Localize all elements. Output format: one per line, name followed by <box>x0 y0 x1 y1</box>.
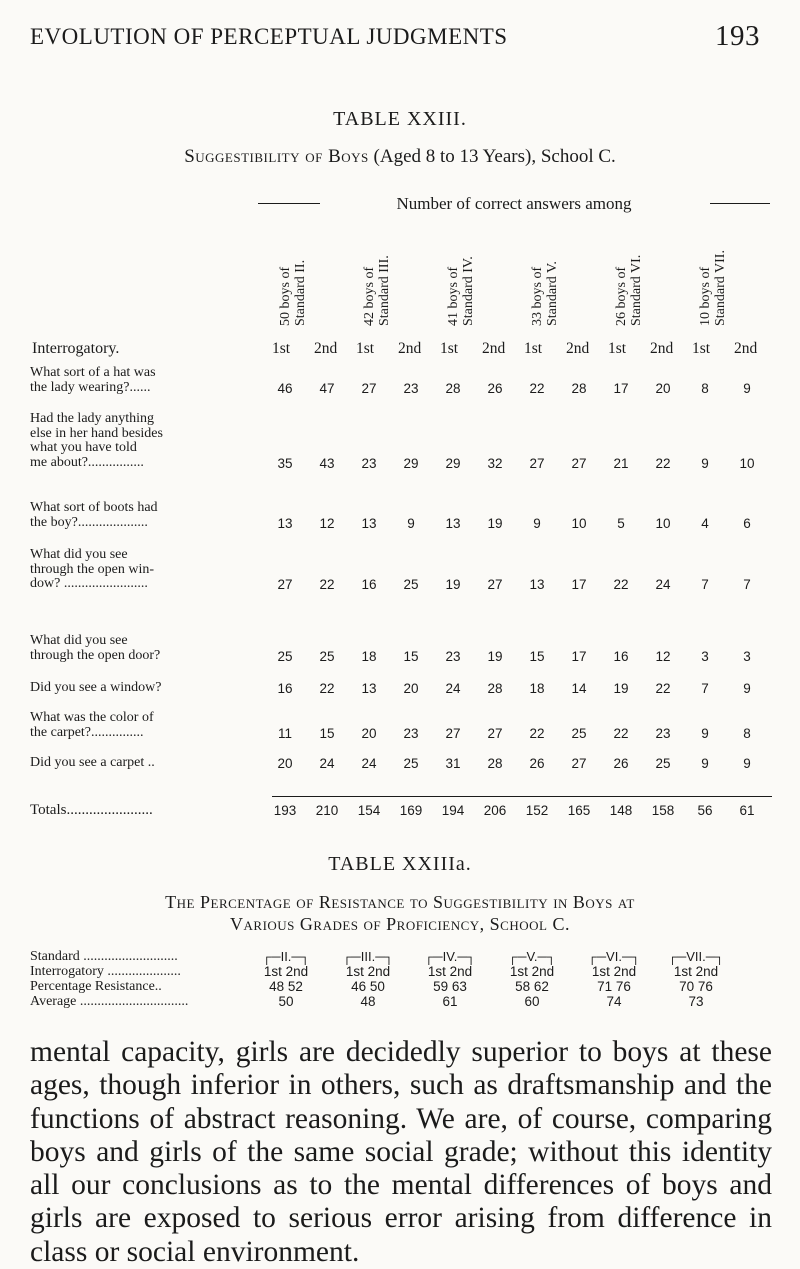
table-cell: 26 <box>529 756 545 771</box>
table-cell: 27 <box>277 577 293 592</box>
group-header-1 <box>278 222 338 330</box>
table-cell: 22 <box>319 577 335 592</box>
table-cell: 10 <box>571 515 587 531</box>
interrogatory-row-label <box>30 366 268 395</box>
table-cell: 27 <box>529 455 545 471</box>
totals-cell: 193 <box>273 803 297 818</box>
table-cell: 12 <box>319 515 335 531</box>
table-xxiiia-caption: TABLE XXIIIa. <box>328 853 472 875</box>
table-cell: 17 <box>571 648 587 664</box>
totals-cell: 154 <box>357 803 381 818</box>
interrogatory-row-label <box>30 412 268 470</box>
table-cell: 5 <box>617 515 625 531</box>
table-cell: 29 <box>445 455 461 471</box>
row-label-line: me about?................ <box>30 454 144 470</box>
table-cell: 11 <box>277 725 292 741</box>
subhead-second: 2nd <box>482 340 506 357</box>
table-cell: 47 <box>319 380 335 396</box>
table-cell: 25 <box>277 648 293 664</box>
table-cell: 10 <box>655 515 671 531</box>
totals-cell: 158 <box>651 803 675 818</box>
table-cell: 23 <box>403 380 419 396</box>
table-cell: 15 <box>529 648 545 664</box>
table-cell: 25 <box>571 725 587 741</box>
table-cell: 24 <box>655 577 671 592</box>
table-cell: 32 <box>487 455 503 471</box>
totals-rule <box>272 796 772 797</box>
average-cell: 73 <box>688 994 704 1009</box>
totals-cell: 148 <box>609 803 633 818</box>
totals-cell: 152 <box>525 803 549 818</box>
row-label-line: what you have told <box>30 440 137 455</box>
table-cell: 3 <box>743 648 751 664</box>
table-cell: 9 <box>407 515 415 531</box>
percentage-pair: 70 76 <box>679 979 713 994</box>
table-cell: 18 <box>361 648 377 664</box>
table-cell: 28 <box>487 681 503 696</box>
page-number: 193 <box>715 20 760 52</box>
table-cell: 9 <box>743 681 751 696</box>
totals-cell: 165 <box>567 803 591 818</box>
totals-cell: 210 <box>315 803 339 818</box>
interrogatory-row-label <box>30 501 268 530</box>
interrogatory-row-label <box>30 711 268 740</box>
percentage-pair: 58 62 <box>515 979 549 994</box>
table-cell: 28 <box>571 380 587 396</box>
table-cell: 43 <box>319 455 335 471</box>
subhead-second: 2nd <box>650 340 674 357</box>
table-cell: 7 <box>701 681 709 696</box>
table-xxiiia-title-1: The Percentage of Resistance to Suggestibility in Boys at <box>165 892 635 912</box>
table-cell: 24 <box>319 756 335 771</box>
table-cell: 20 <box>655 380 671 396</box>
row-label-line: Did you see a carpet .. <box>30 755 155 770</box>
table-cell: 13 <box>445 515 461 531</box>
table-xxiii-subtitle <box>0 146 800 168</box>
totals-cell: 56 <box>697 803 713 818</box>
row-label-line: What sort of a hat was <box>30 365 156 380</box>
interrogatory-pair: 1st 2nd <box>427 964 473 979</box>
subhead-second: 2nd <box>734 340 758 357</box>
table-cell: 25 <box>403 577 419 592</box>
subhead-first: 1st <box>524 340 543 357</box>
row-label-line: What did you see <box>30 547 128 562</box>
table-cell: 13 <box>361 681 377 696</box>
table-cell: 20 <box>277 756 293 771</box>
totals-cell: 169 <box>399 803 423 818</box>
group-header-text: 26 boys of Standard VI. <box>614 254 644 326</box>
spanner-brace-right <box>710 203 770 204</box>
table-cell: 20 <box>361 725 377 741</box>
table-xxiii-caption: TABLE XXIII. <box>333 108 467 130</box>
table-cell: 15 <box>319 725 335 741</box>
table-cell: 14 <box>571 681 587 696</box>
table-cell: 17 <box>571 577 587 592</box>
table-cell: 26 <box>487 380 503 396</box>
interrogatory-row-label <box>30 681 268 696</box>
table-cell: 27 <box>571 455 587 471</box>
table-cell: 9 <box>701 756 709 771</box>
table-cell: 9 <box>533 515 541 531</box>
group-header-text: 41 boys of Standard IV. <box>446 256 476 326</box>
subhead-first: 1st <box>608 340 627 357</box>
table-cell: 16 <box>361 577 377 592</box>
row-label-line: the lady wearing?...... <box>30 379 151 395</box>
table-cell: 22 <box>529 380 545 396</box>
interrogatory-pair: 1st 2nd <box>591 964 637 979</box>
group-header-2 <box>362 222 422 330</box>
standard-header: ┌─V.─┐ <box>508 949 556 964</box>
running-head-title: EVOLUTION OF PERCEPTUAL JUDGMENTS <box>30 24 508 49</box>
interrogatory-pair: 1st 2nd <box>263 964 309 979</box>
standard-header: ┌─II.─┐ <box>262 949 310 964</box>
table-cell: 25 <box>319 648 335 664</box>
spanner-label: Number of correct answers among <box>396 194 632 213</box>
table-cell: 27 <box>445 725 461 741</box>
table-cell: 13 <box>529 577 545 592</box>
table-cell: 22 <box>613 577 629 592</box>
totals-label: Totals....................... <box>30 802 153 818</box>
table-cell: 23 <box>445 648 461 664</box>
table-cell: 46 <box>277 380 293 396</box>
table-cell: 13 <box>361 515 377 531</box>
table-cell: 24 <box>361 756 377 771</box>
percentage-pair: 46 50 <box>351 979 385 994</box>
table-cell: 17 <box>613 380 629 396</box>
table-cell: 23 <box>655 725 671 741</box>
table-cell: 8 <box>701 380 709 396</box>
table-cell: 28 <box>487 756 503 771</box>
table-cell: 9 <box>701 455 709 471</box>
table-cell: 9 <box>743 756 751 771</box>
subhead-first: 1st <box>692 340 711 357</box>
interrogatory-row-label <box>30 548 268 592</box>
subhead-first: 1st <box>272 340 291 357</box>
table-cell: 25 <box>403 756 419 771</box>
table-cell: 26 <box>613 756 629 771</box>
row-label-line: What was the color of <box>30 710 154 725</box>
group-header-3 <box>446 222 506 330</box>
group-header-text: 42 boys of Standard III. <box>362 255 392 326</box>
standard-header: ┌─VI.─┐ <box>587 949 641 964</box>
table-cell: 29 <box>403 455 419 471</box>
table-cell: 27 <box>487 725 503 741</box>
row-label-line: What did you see <box>30 633 128 648</box>
table-cell: 19 <box>613 681 629 696</box>
row-label-line: the carpet?............... <box>30 724 144 740</box>
row-label-line: through the open win- <box>30 561 155 577</box>
average-cell: 61 <box>442 994 458 1009</box>
totals-cell: 194 <box>441 803 465 818</box>
table-xxiiia-title-2: Various Grades of Proficiency, School C. <box>230 914 570 934</box>
table-cell: 9 <box>701 725 709 741</box>
table-cell: 9 <box>743 380 751 396</box>
subhead-second: 2nd <box>566 340 590 357</box>
standard-header: ┌─IV.─┐ <box>424 949 476 964</box>
table-cell: 21 <box>613 455 629 471</box>
group-header-6 <box>698 222 758 330</box>
totals-cell: 206 <box>483 803 507 818</box>
row-label-line: else in her hand besides <box>30 425 163 441</box>
average-cell: 50 <box>278 994 294 1009</box>
row-label-line: the boy?.................... <box>30 514 148 530</box>
table-cell: 16 <box>277 681 293 696</box>
standard-label: Standard ........................... <box>30 949 178 964</box>
table-xxiii-subtitle-rest: (Aged 8 to 13 Years), School C. <box>368 146 616 167</box>
table-cell: 6 <box>743 515 751 531</box>
table-cell: 20 <box>403 681 419 696</box>
interrogatory-pair: 1st 2nd <box>673 964 719 979</box>
body-paragraph <box>30 1036 772 1269</box>
table-cell: 12 <box>655 648 671 664</box>
table-cell: 7 <box>701 577 709 592</box>
table-cell: 27 <box>487 577 503 592</box>
average-cell: 74 <box>606 994 622 1009</box>
interrogatory-label: Interrogatory ..................... <box>30 964 181 979</box>
subhead-first: 1st <box>356 340 375 357</box>
table-cell: 19 <box>445 577 461 592</box>
table-cell: 25 <box>655 756 671 771</box>
average-label: Average ............................... <box>30 994 189 1009</box>
row-label-line: Had the lady anything <box>30 411 155 426</box>
table-cell: 13 <box>277 515 293 531</box>
table-xxiii-subtitle-lead: Suggestibility of Boys <box>184 146 369 167</box>
interrogatory-row-label <box>30 634 268 663</box>
table-cell: 22 <box>655 681 671 696</box>
table-cell: 24 <box>445 681 461 696</box>
totals-cell: 61 <box>739 803 755 818</box>
table-cell: 23 <box>403 725 419 741</box>
row-label-line: through the open door? <box>30 647 161 663</box>
table-cell: 22 <box>319 681 335 696</box>
table-cell: 22 <box>529 725 545 741</box>
row-label-line: dow? ........................ <box>30 576 148 591</box>
interrogatory-pair: 1st 2nd <box>345 964 391 979</box>
table-cell: 19 <box>487 648 503 664</box>
table-cell: 23 <box>361 455 377 471</box>
column-spanner <box>258 194 770 214</box>
table-cell: 19 <box>487 515 503 531</box>
row-label-line: Did you see a window? <box>30 680 162 695</box>
subhead-second: 2nd <box>398 340 422 357</box>
table-cell: 8 <box>743 725 751 741</box>
subhead-second: 2nd <box>314 340 338 357</box>
table-cell: 16 <box>613 648 629 664</box>
standard-header: ┌─VII.─┐ <box>667 949 725 964</box>
table-cell: 28 <box>445 380 461 396</box>
group-header-text: 33 boys of Standard V. <box>530 261 560 326</box>
spanner-brace-left <box>258 203 320 204</box>
average-cell: 48 <box>360 994 376 1009</box>
group-header-5 <box>614 222 674 330</box>
table-cell: 35 <box>277 455 293 471</box>
subhead-first: 1st <box>440 340 459 357</box>
interrogatory-header: Interrogatory. <box>32 340 120 357</box>
table-cell: 22 <box>613 725 629 741</box>
group-header-text: 50 boys of Standard II. <box>278 259 308 326</box>
table-cell: 4 <box>701 515 709 531</box>
row-label-line: What sort of boots had <box>30 500 158 515</box>
table-cell: 31 <box>445 756 461 771</box>
table-cell: 10 <box>739 455 755 471</box>
percentage-pair: 59 63 <box>433 979 467 994</box>
standard-header: ┌─III.─┐ <box>342 949 394 964</box>
body-text: mental capacity, girls are decidedly superior to boys at these ages, though inferior in others, such as draftsmanship and the functions of abstract reasoning. We are, of course, comparing boys and girls of the same social grade; without this identity all our conclusions as to the mental differences of boys and girls are exposed to serious error arising from difference in class or social environment. <box>30 1036 772 1268</box>
average-cell: 60 <box>524 994 540 1009</box>
table-cell: 27 <box>361 380 377 396</box>
interrogatory-row-label <box>30 756 268 771</box>
group-header-4 <box>530 222 590 330</box>
table-cell: 15 <box>403 648 419 664</box>
group-header-text: 10 boys of Standard VII. <box>698 250 728 326</box>
interrogatory-pair: 1st 2nd <box>509 964 555 979</box>
percentage-pair: 48 52 <box>269 979 303 994</box>
table-cell: 3 <box>701 648 709 664</box>
percentage-label: Percentage Resistance.. <box>30 979 162 994</box>
table-cell: 22 <box>655 455 671 471</box>
percentage-pair: 71 76 <box>597 979 631 994</box>
table-cell: 7 <box>743 577 751 592</box>
table-cell: 18 <box>529 681 545 696</box>
table-cell: 27 <box>571 756 587 771</box>
